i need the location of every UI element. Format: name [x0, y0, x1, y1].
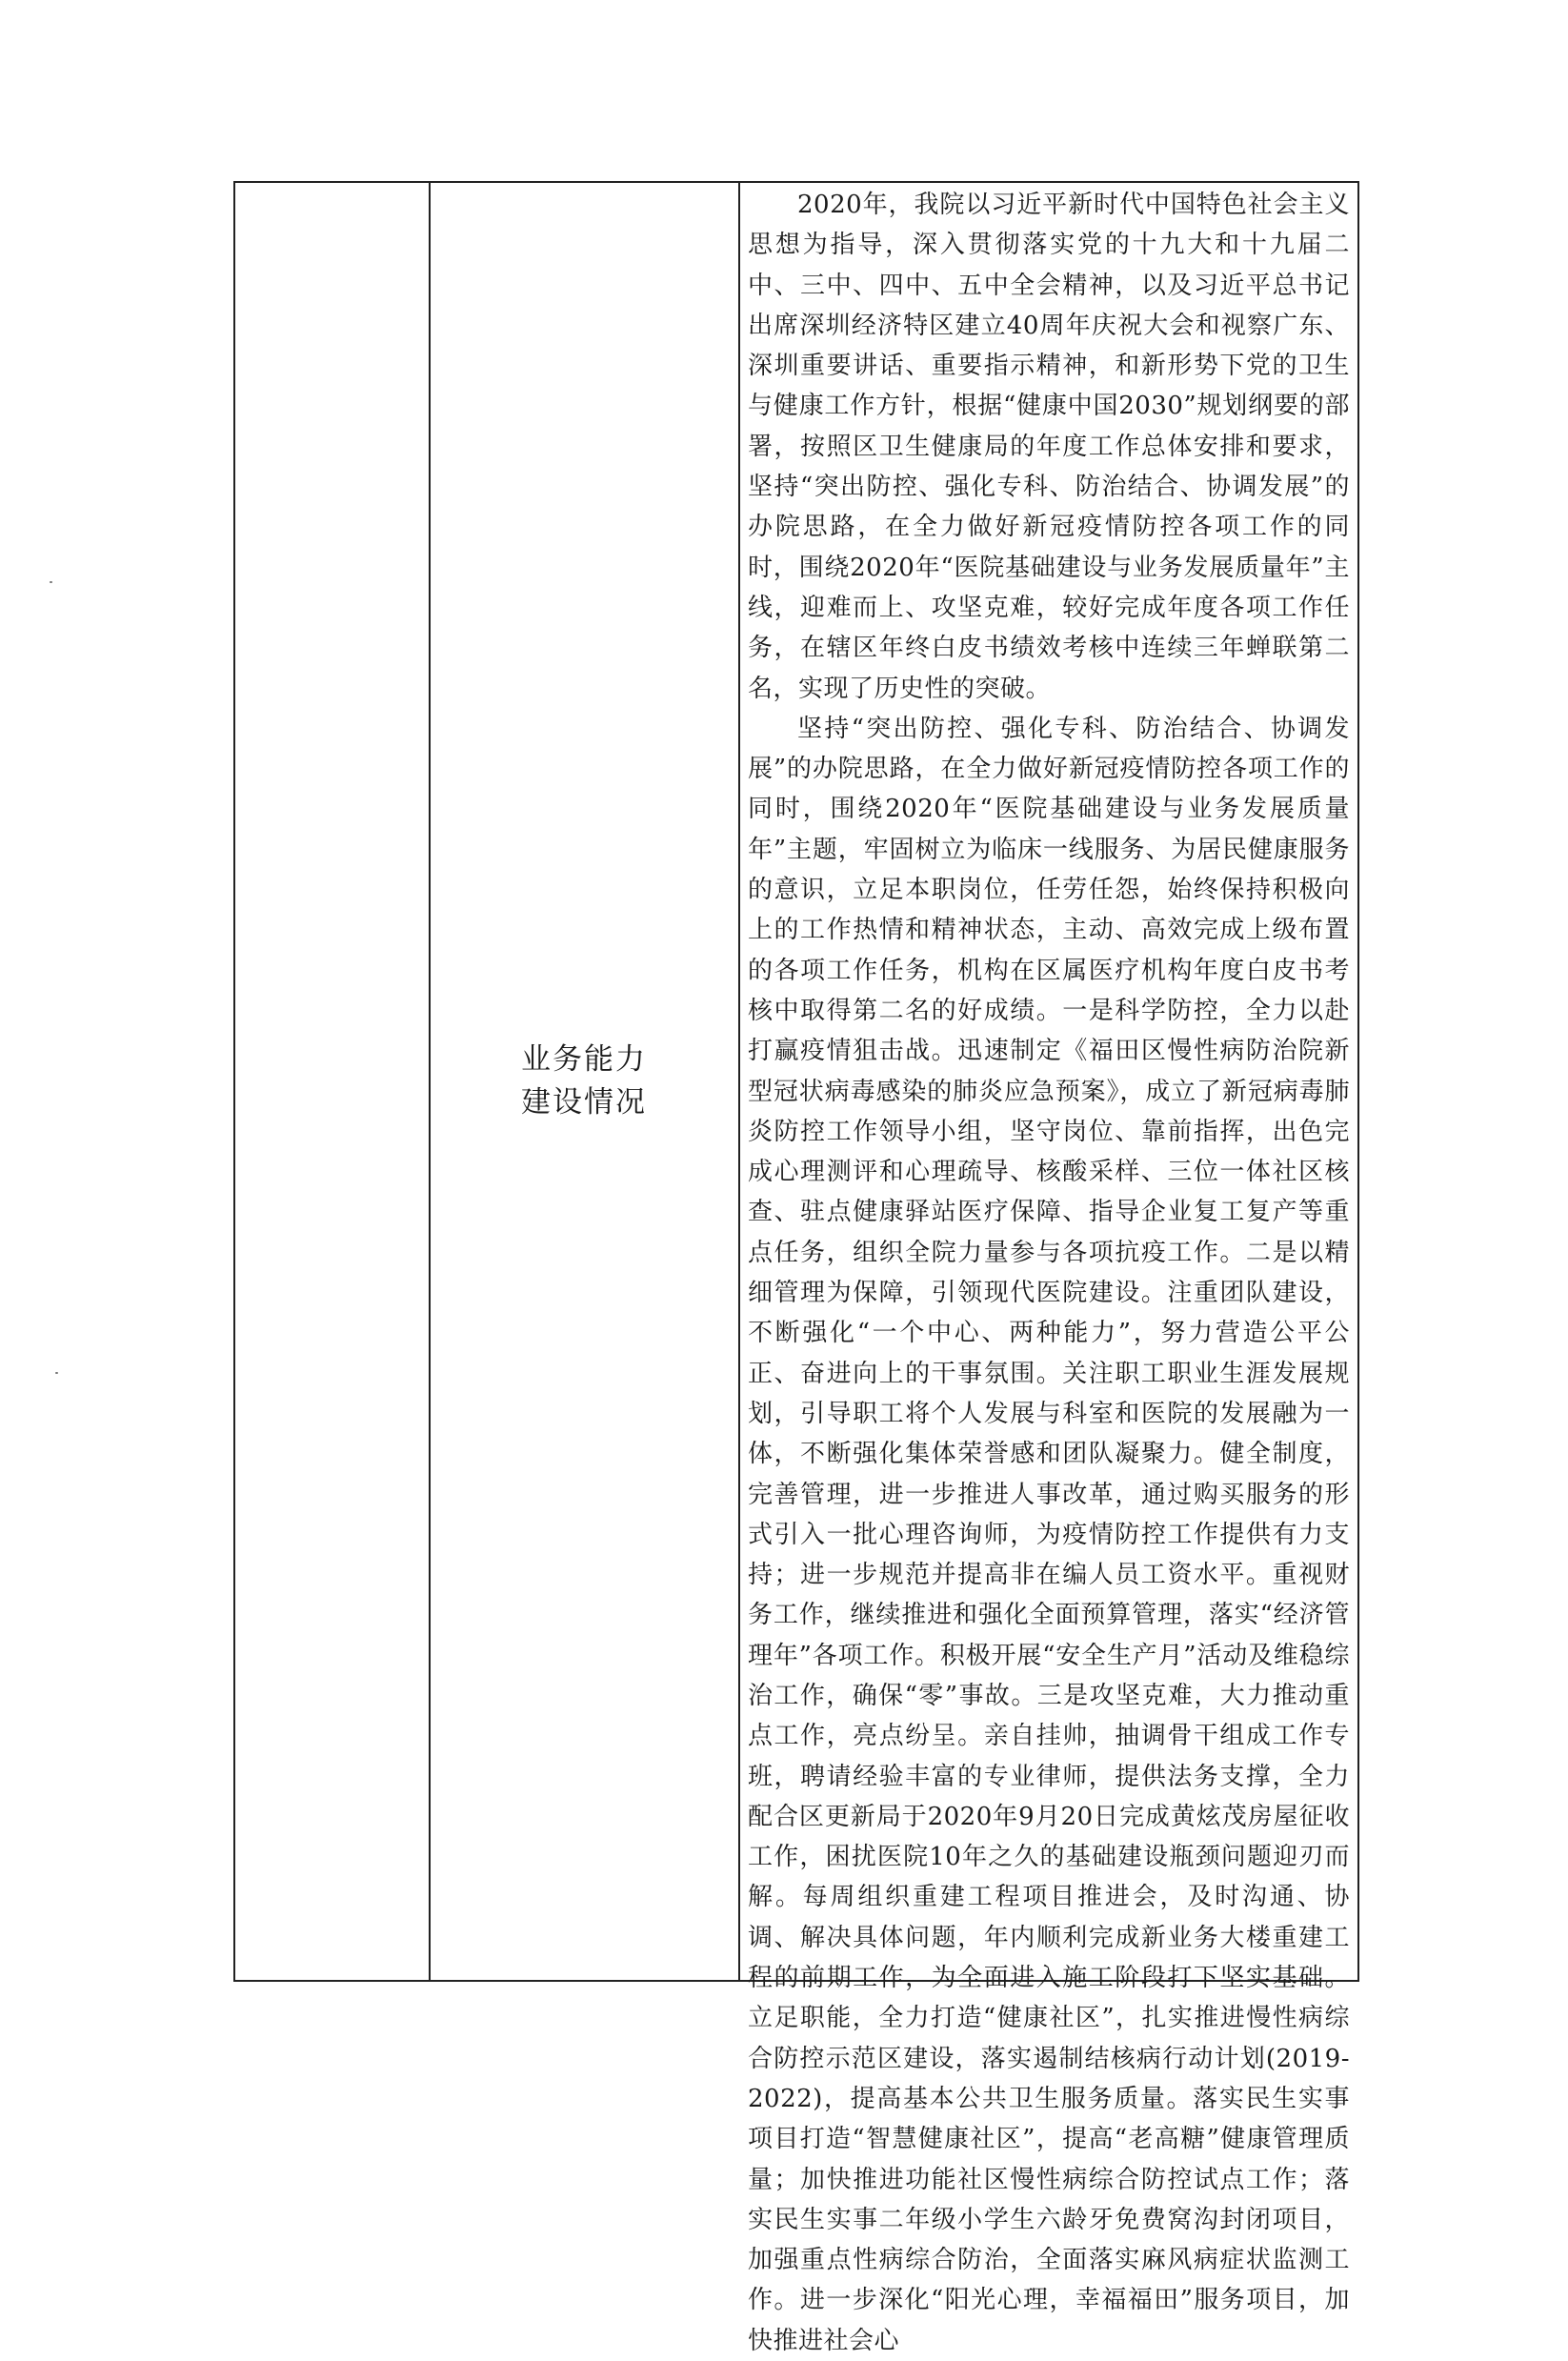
report-table	[233, 181, 1359, 2355]
paragraph-details: 坚持“突出防控、强化专科、防治结合、协调发展”的办院思路，在全力做好新冠疫情防控各项工作的同时，围绕2020年“医院基础建设与业务发展质量年”主题，牢固树立为临床一线服务、为居民健康服务的意识，立足本职岗位，任劳任怨，始终保持积极向上的工作热情和精神状态，主动、高效完成上级布置的各项工作任务，机构在区属医疗机构年度白皮书考核中取得第二名的好成绩。一是科学防控，全力以赴打赢疫情狙击战。迅速制定《福田区慢性病防治院新型冠状病毒感染的肺炎应急预案》，成立了新冠病毒肺炎防控工作领导小组，坚守岗位、靠前指挥，出色完成心理测评和心理疏导、核酸采样、三位一体社区核查、驻点健康驿站医疗保障、指导企业复工复产等重点任务，组织全院力量参与各项抗疫工作。二是以精细管理为保障，引领现代医院建设。注重团队建设，不断强化“一个中心、两种能力”，努力营造公平公正、奋进向上的干事氛围。关注职工职业生涯发展规划，引导职工将个人发展与科室和医院的发展融为一体，不断强化集体荣誉感和团队凝聚力。健全制度，完善管理，进一步推进人事改革，通过购买服务的形式引入一批心理咨询师，为疫情防控工作提供有力支持；进一步规范并提高非在编人员工资水平。重视财务工作，继续推进和强化全面预算管理，落实“经济管理年”各项工作。积极开展“安全生产月”活动及维稳综治工作，确保“零”事故。三是攻坚克难，大力推动重点工作，亮点纷呈。亲自挂帅，抽调骨干组成工作专班，聘请经验丰富的专业律师，提供法务支撑，全力配合区更新局于2020年9月20日完成黄炫茂房屋征收工作，困扰医院10年之久的基础建设瓶颈问题迎刃而解。每周组织重建工程项目推进会，及时沟通、协调、解决具体问题，年内顺利完成新业务大楼重建工程的前期工作，为全面进入施工阶段打下坚实基础。立足职能，全力打造“健康社区”，扎实推进慢性病综合防控示范区建设，落实遏制结核病行动计划(2019-2022)，提高基本公共卫生服务质量。落实民生实事项目打造“智慧健康社区”，提高“老高糖”健康管理质量；加快推进功能社区慢性病综合防控试点工作；落实民生实事二年级小学生六龄牙免费窝沟封闭项目，加强重点性病综合防治，全面落实麻风病症状监测工作。进一步深化“阳光心理，幸福福田”服务项目，加快推进社会心	[748, 714, 1350, 2355]
row-label-line: 建设情况	[521, 1085, 647, 1120]
row-label-line: 业务能力	[521, 1042, 647, 1078]
column-divider	[738, 183, 740, 1980]
row-label	[521, 1039, 647, 1124]
scan-speck	[50, 581, 52, 583]
scan-speck	[55, 1372, 58, 1374]
row-label-cell	[431, 183, 737, 1980]
content-cell	[748, 185, 1350, 2355]
paragraph-summary: 2020年，我院以习近平新时代中国特色社会主义思想为指导，深入贯彻落实党的十九大和十九届二中、三中、四中、五中全会精神，以及习近平总书记出席深圳经济特区建立40周年庆祝大会和视察广东、深圳重要讲话、重要指示精神，和新形势下党的卫生与健康工作方针，根据“健康中国2030”规划纲要的部署，按照区卫生健康局的年度工作总体安排和要求，坚持“突出防控、强化专科、防治结合、协调发展”的办院思路，在全力做好新冠疫情防控各项工作的同时，围绕2020年“医院基础建设与业务发展质量年”主线，迎难而上、攻坚克难，较好完成年度各项工作任务，在辖区年终白皮书绩效考核中连续三年蝉联第二名，实现了历史性的突破。	[748, 191, 1350, 703]
